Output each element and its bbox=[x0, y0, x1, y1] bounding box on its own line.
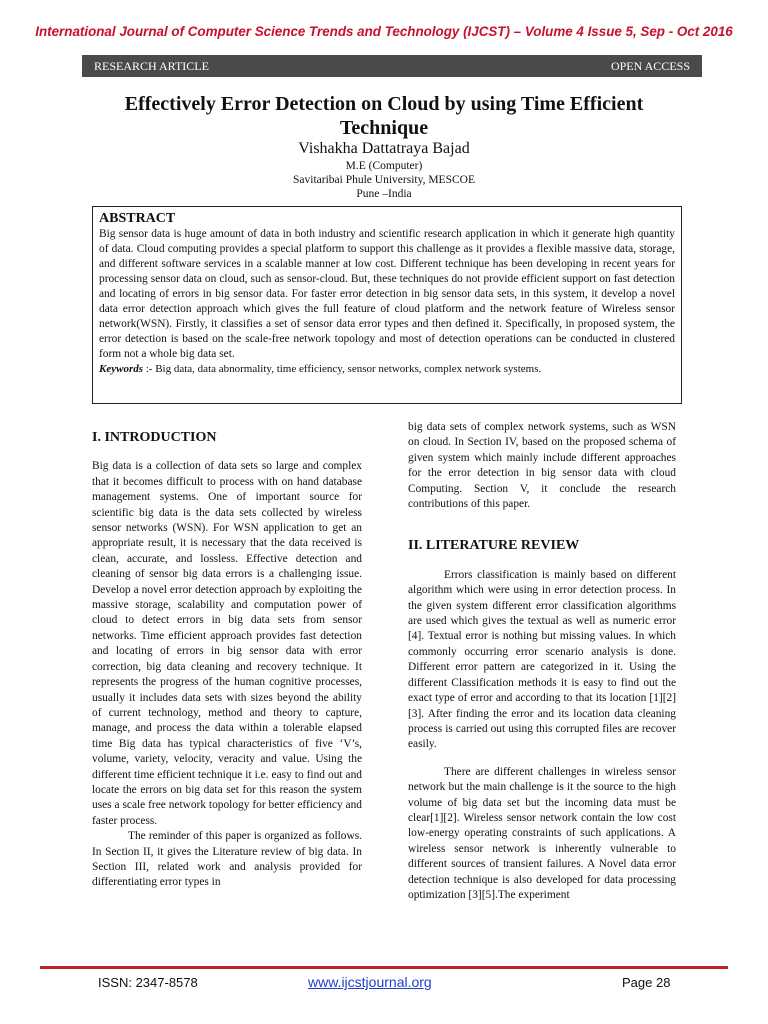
journal-header: International Journal of Computer Science Trends and Technology (IJCST) – Volume 4 Issue 5, Sep - Oct 2016 bbox=[35, 24, 733, 39]
keywords-text: :- Big data, data abnormality, time efficiency, sensor networks, complex network systems. bbox=[145, 363, 542, 375]
left-column bbox=[92, 430, 362, 891]
intro-paragraph-2: The reminder of this paper is organized as follows. In Section II, it gives the Literature review of big data. In Section III, related work and analysis provided for differentiating error types in bbox=[92, 830, 362, 889]
keywords-label: Keywords bbox=[99, 363, 143, 375]
abstract-heading: ABSTRACT bbox=[99, 211, 176, 226]
article-type-band bbox=[82, 55, 702, 77]
title-line-2: Technique bbox=[339, 117, 429, 139]
literature-paragraph-2: There are different challenges in wireless sensor network but the main challenge is it the source to the high volume of big data set but the incoming data must be clear[1][2]. Wireless sensor network contain the low cost low-energy operating constraints of such applications. A wireless sensor network is inherently vulnerable to different sources of transient failures. A Novel data error detection technique is also developed for data processing optimization [3][5].The experiment bbox=[408, 765, 676, 901]
right-column bbox=[408, 420, 676, 903]
open-access-label: OPEN ACCESS bbox=[610, 59, 690, 73]
intro-continuation: big data sets of complex network systems, such as WSN on cloud. In Section IV, based on the proposed schema of given system which mainly include different approaches for the error detection in big sensor data with cloud Computing. Section V, it conclude the research contributions of this paper. bbox=[408, 421, 676, 511]
paper-title bbox=[40, 92, 728, 140]
affiliation-degree: M.E (Computer) bbox=[345, 160, 423, 172]
intro-paragraph-1: Big data is a collection of data sets so large and complex that it becomes difficult to process with on hand database management systems. One of important source for scientific big data is the data sets collected by wireless sensor networks (WSN). For WSN application to get an appropriate result, it is necessary that the data received is clean, accurate, and lossless. Effective detection and cleaning of sensor big data errors is a challenging issue. Develop a novel error detection approach by exploiting the massive storage, scalability and computation power of cloud to detect errors in big data sets from sensor networks. Time efficient approach provides fast detection and locating of errors in big sensor data with error correction, big data cleaning and recovery technique. It represents the progress of the human cognitive processes, usually it includes data sets with sizes beyond the ability of current technology, method and theory to capture, manage, and process the data within a tolerable elapsed time Big data has typical characteristics of five ‘V’s, volume, variety, velocity, veracity and value. Using the different time efficient technique it i.e. easy to find out and locate the errors on big data set for this reason the system uses a scale free network topology for better efficiency and faster process. bbox=[92, 460, 362, 827]
author-name: Vishakha Dattatraya Bajad bbox=[298, 140, 470, 157]
footer-issn: ISSN: 2347-8578 bbox=[98, 975, 198, 990]
abstract-text: Big sensor data is huge amount of data in both industry and scientific research application in which it generate high quantity of data. Cloud computing provides a special platform to support this challenge as it provides a flexible massive data, storage, and different software services in a scalable manner at low cost. Different technique has been developing in recent years for processing sensor data on cloud, such as sensor-cloud. But, these techniques do not provide efficient support on fast detection and locating of errors in big sensor data. For faster error detection in big sensor data sets, in this system, it develop a novel data error detection approach which gives the full feature of cloud platform and the network feature of Wireless sensor network(WSN). Firstly, it classifies a set of sensor data error types and then defined it. Specifically, in proposed system, the error detection is based on the scale-free network topology and most of detection operations can be conducted in clustered form not a whole big data set. bbox=[99, 228, 675, 360]
footer-rule bbox=[40, 966, 728, 969]
affiliation-university: Savitaribai Phule University, MESCOE bbox=[293, 174, 475, 186]
footer-page-number: Page 28 bbox=[622, 975, 671, 990]
literature-heading: II. LITERATURE REVIEW bbox=[408, 538, 580, 554]
abstract-box bbox=[92, 206, 682, 404]
literature-paragraph-1: Errors classification is mainly based on different algorithm which were using in error detection process. In the given system different error classification algorithms are used which gives the textual as well as numeric error [4]. Textual error is nothing but missing values. In which commonly occurring error scenario analysis is done. Different error pattern are categorized in it. Using the different Classification methods it is easy to find out the exact type of error and according to that its location [1][2][3]. After finding the error and its location data cleaning process is carried out using this corrupted files are recover easily. bbox=[408, 568, 676, 751]
footer-journal-link[interactable]: www.ijcstjournal.org bbox=[308, 974, 432, 990]
intro-heading: I. INTRODUCTION bbox=[92, 430, 217, 445]
research-article-label: RESEARCH ARTICLE bbox=[94, 59, 209, 73]
title-line-1: Effectively Error Detection on Cloud by using Time Efficient bbox=[124, 93, 644, 115]
affiliation-city: Pune –India bbox=[356, 188, 412, 200]
keywords bbox=[99, 362, 675, 377]
